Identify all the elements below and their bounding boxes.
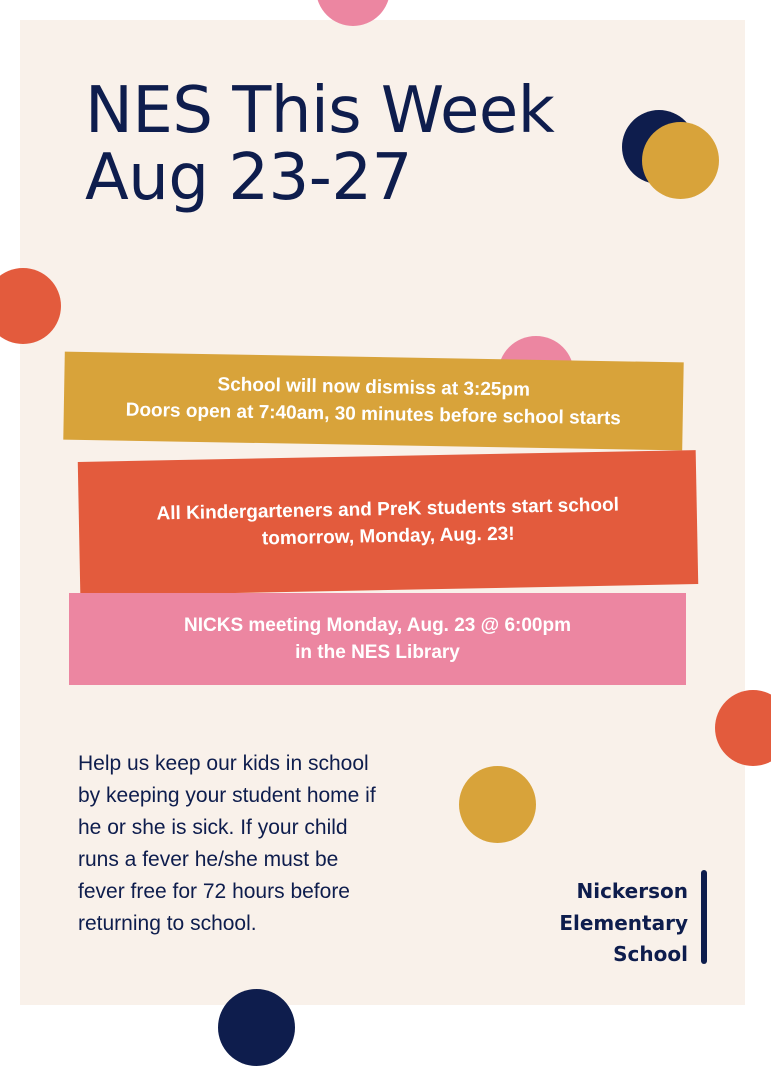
school-name-accent-bar	[701, 870, 707, 964]
school-name	[559, 876, 688, 971]
health-notice-line: he or she is sick. If your child	[78, 816, 348, 839]
health-notice-line: fever free for 72 hours before	[78, 880, 350, 903]
page-title-line-2: Aug 23-27	[85, 141, 412, 215]
health-notice-line: runs a fever he/she must be	[78, 848, 339, 871]
school-name-line-2: Elementary	[559, 910, 688, 935]
announcement-dismissal	[63, 352, 683, 451]
announcement-nicks-line-2: in the NES Library	[295, 642, 460, 663]
health-notice	[78, 748, 418, 940]
school-name-line-3: School	[613, 942, 688, 966]
announcement-kindergarten-line-1: All Kindergarteners and PreK students start school	[156, 494, 620, 525]
announcement-dismissal-line-1: School will now dismiss at 3:25pm	[217, 374, 531, 401]
page-title-line-1: NES This Week	[85, 74, 555, 148]
health-notice-line: returning to school.	[78, 912, 257, 935]
announcement-nicks-meeting	[69, 593, 686, 685]
announcement-kindergarten-line-2: tomorrow, Monday, Aug. 23!	[261, 523, 515, 550]
school-name-line-1: Nickerson	[576, 879, 688, 903]
health-notice-line: by keeping your student home if	[78, 784, 376, 807]
announcement-kindergarten	[78, 450, 698, 596]
gold-dot-bottom	[459, 766, 536, 843]
announcement-dismissal-line-2: Doors open at 7:40am, 30 minutes before school starts	[125, 399, 622, 430]
navy-dot-bottom	[218, 989, 295, 1066]
gold-dot-top-right	[642, 122, 719, 199]
announcement-nicks-line-1: NICKS meeting Monday, Aug. 23 @ 6:00pm	[184, 615, 571, 636]
health-notice-line: Help us keep our kids in school	[78, 752, 369, 775]
